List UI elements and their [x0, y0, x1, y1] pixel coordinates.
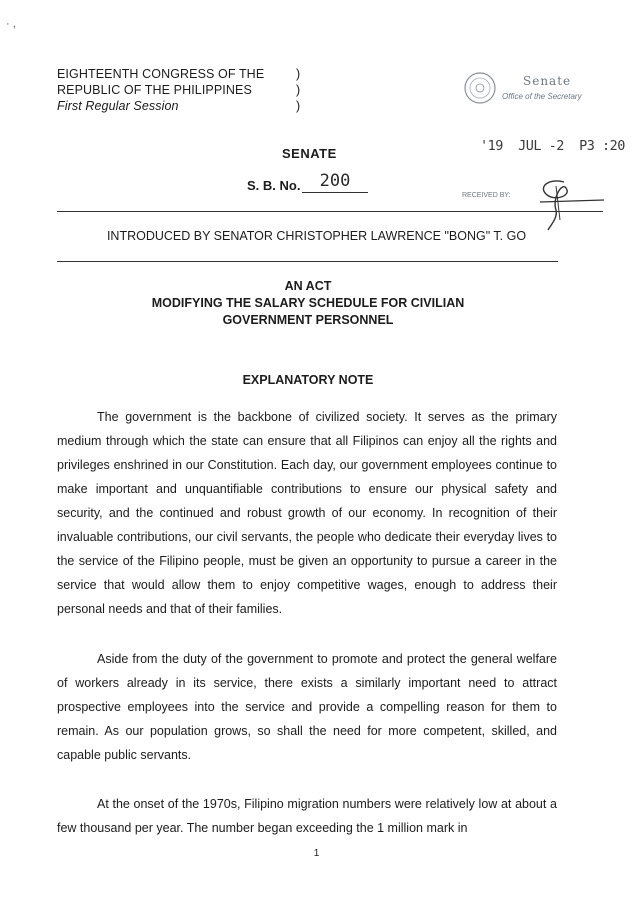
top-divider [57, 211, 603, 212]
chamber-label: SENATE [282, 146, 337, 161]
bill-number-label: S. B. No. [247, 178, 301, 193]
paren-2: ) [296, 83, 301, 97]
bill-number-underline [302, 192, 368, 193]
paragraph-3 [57, 792, 557, 840]
second-divider [57, 261, 558, 262]
paragraph-2-text: Aside from the duty of the government to promote and protect the general welfare of workers already in its service, there exists a similarly important need to attract prospective employees into the service and provide a compelling reason for them to remain. As our population grows, so shall the need for more competent, skilled, and capable public servants. [57, 652, 557, 762]
paragraph-1 [57, 405, 557, 621]
stamp-datetime: '19 JUL -2 P3 :20 [480, 138, 625, 154]
act-title-line-2: MODIFYING THE SALARY SCHEDULE FOR CIVILIAN [151, 296, 465, 310]
paragraph-1-text: The government is the backbone of civilized society. It serves as the primary medium through which the state can ensure that all Filipinos can enjoy all the rights and privileges enshrined in our Constitution. Each day, our government employees continue to make important and unquantifiable contributions to ensure our physical safety and security, and the continued and robust growth of our economy. In recognition of their invaluable contributions, our civil servants, the people who dedicate their everyday lives to the service of the Filipino people, must be given an opportunity to pursue a career in the service that would allow them to enjoy competitive wages, enough to address their personal needs and that of their families. [57, 410, 557, 616]
stamp-received-label: RECEIVED BY: [462, 192, 511, 199]
scan-mark: · , [6, 18, 16, 30]
introduced-by: INTRODUCED BY SENATOR CHRISTOPHER LAWRENCE "BONG" T. GO [106, 229, 527, 243]
paragraph-2 [57, 647, 557, 767]
congress-line-2: REPUBLIC OF THE PHILIPPINES [57, 83, 252, 97]
bill-number: 200 [319, 171, 351, 191]
act-title-line-1: AN ACT [284, 279, 332, 293]
stamp-office-line-1: Senate [523, 74, 572, 88]
act-title-line-3: GOVERNMENT PERSONNEL [222, 313, 394, 327]
paragraph-3-text: At the onset of the 1970s, Filipino migration numbers were relatively low at about a few thousand per year. The number began exceeding the 1 million mark in [57, 797, 557, 835]
senate-seal-icon [462, 70, 498, 106]
explanatory-note-heading: EXPLANATORY NOTE [242, 373, 374, 387]
session-label: First Regular Session [57, 99, 179, 113]
congress-line-1: EIGHTEENTH CONGRESS OF THE [57, 67, 265, 81]
signature-icon [520, 176, 610, 234]
act-title [0, 278, 616, 329]
page-number: 1 [313, 848, 320, 859]
paren-3: ) [296, 99, 301, 113]
paren-1: ) [296, 67, 301, 81]
stamp-office-line-2: Office of the Secretary [502, 92, 582, 101]
